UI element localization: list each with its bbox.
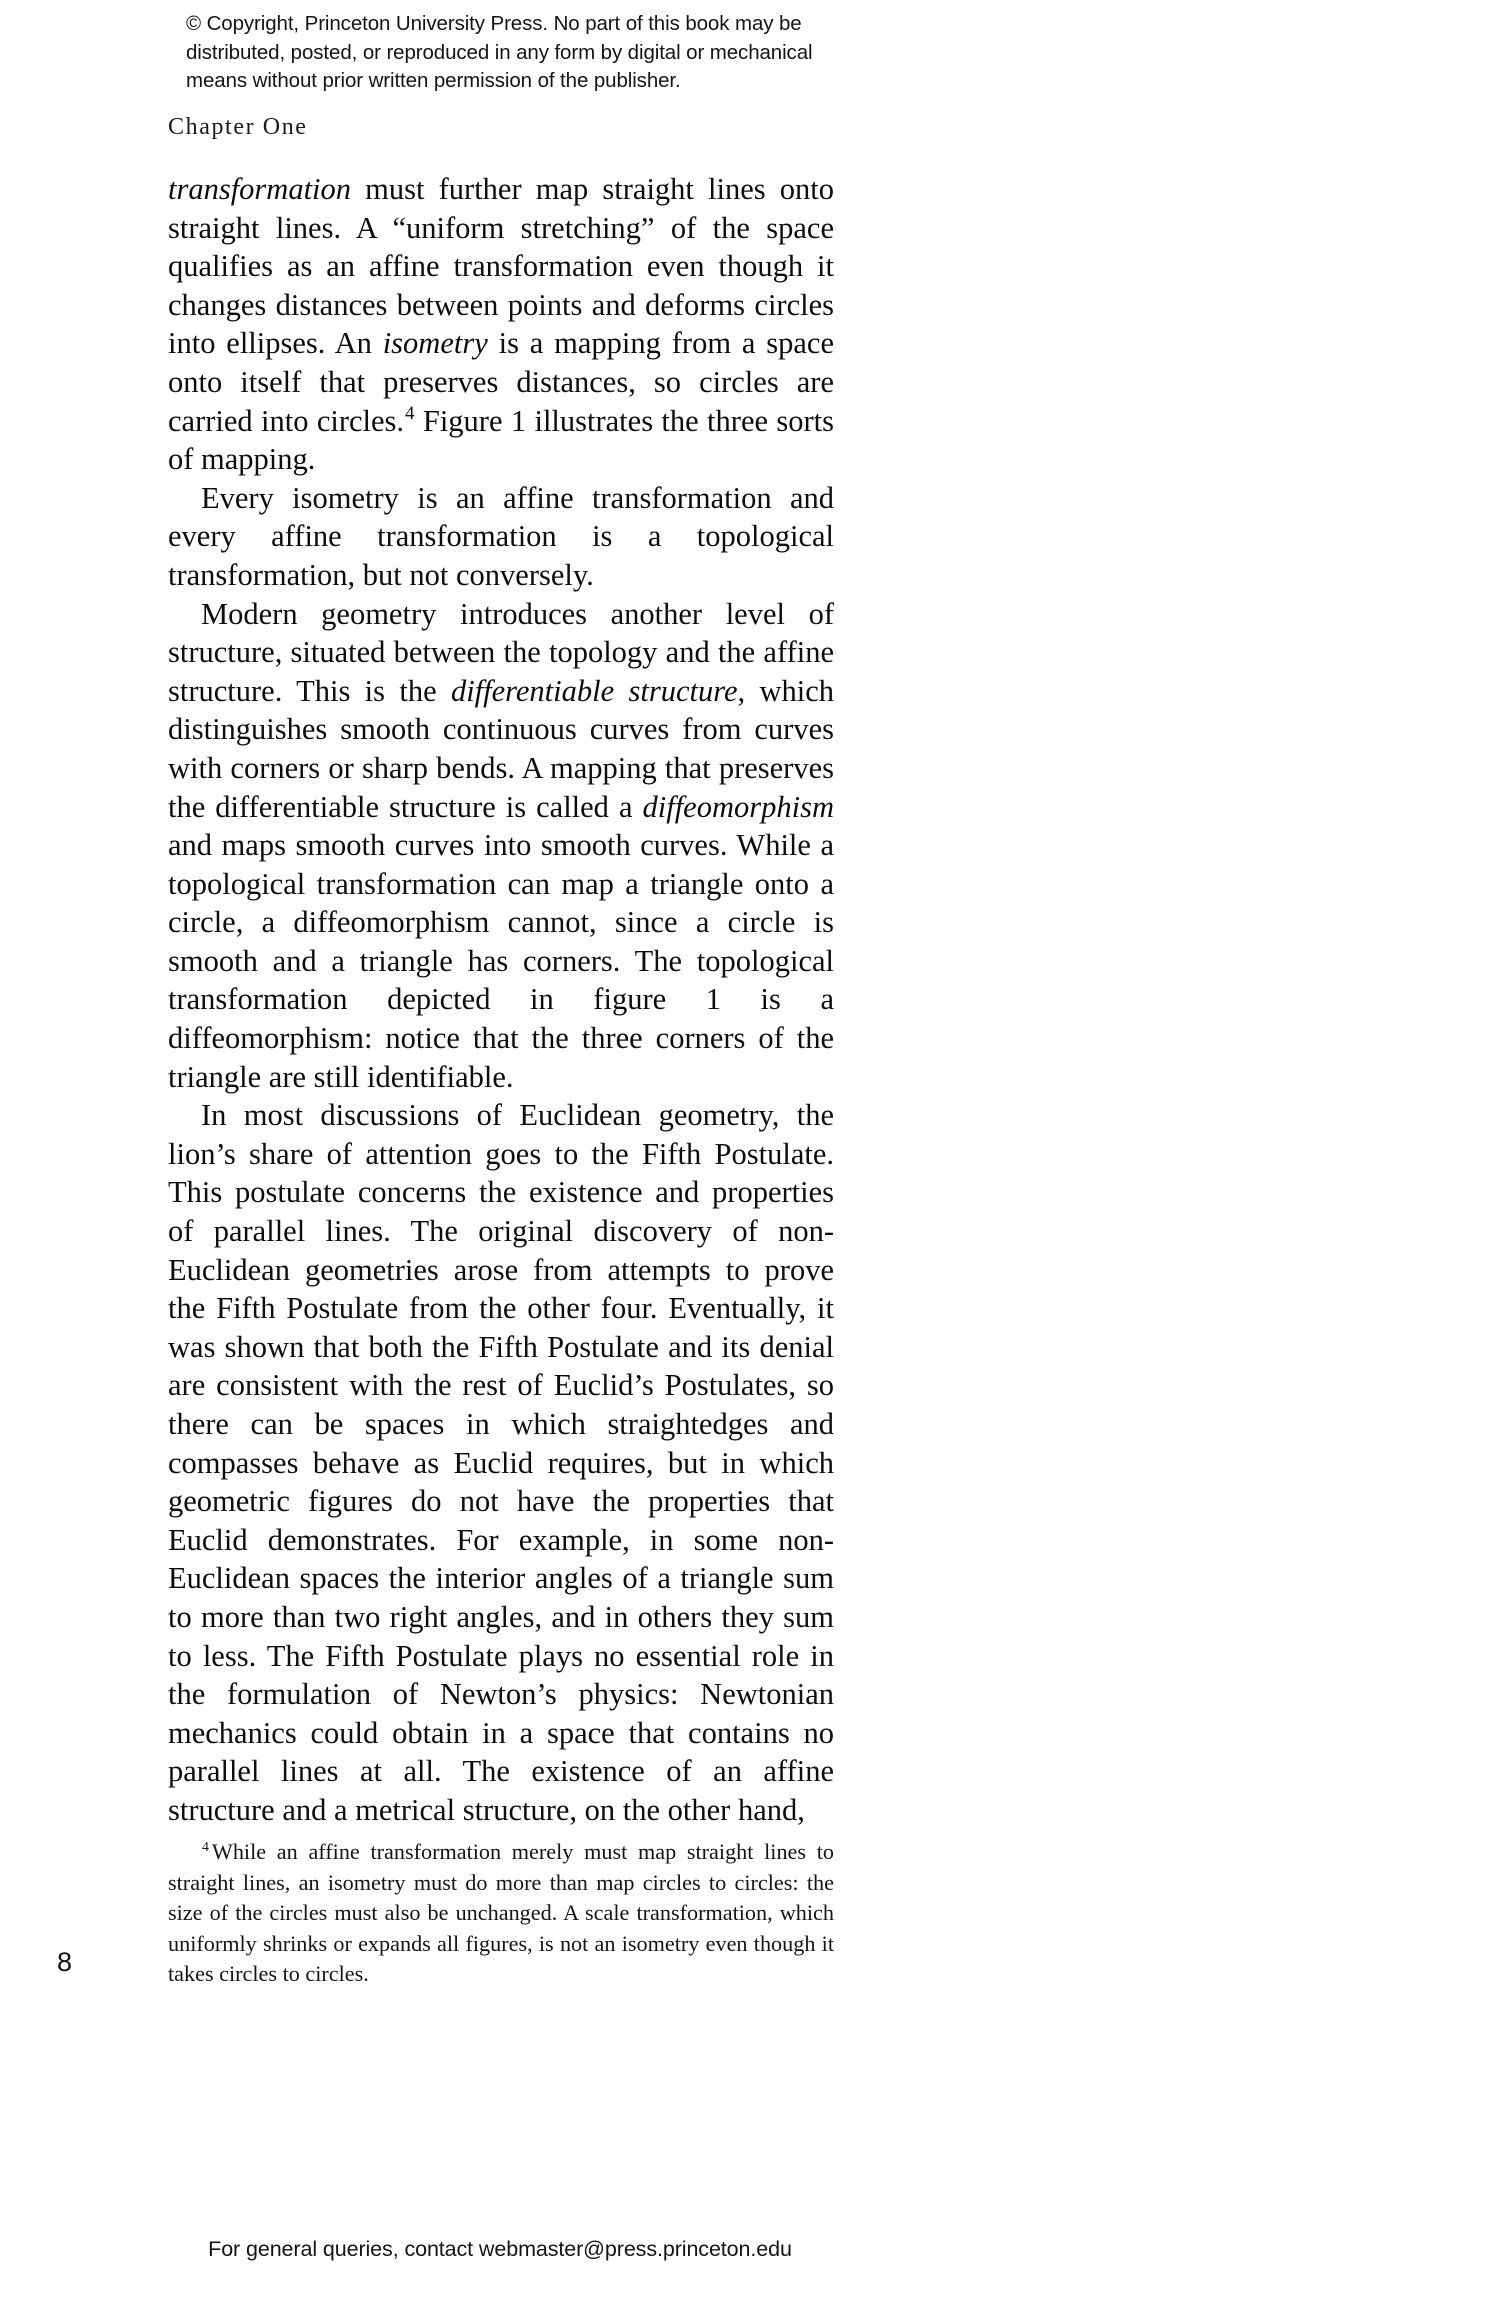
chapter-running-head: Chapter One — [168, 114, 308, 140]
text-run: Every isometry is an affine transformation and every affine transformation is a topological transformation, but not conversely. — [168, 480, 834, 592]
text-run: and maps smooth curves into smooth curves. While a topological transformation can map a triangle onto a circle, a diffeomorphism cannot, since a circle is smooth and a triangle has corners. The topological transformation depicted in figure 1 is a diffeomorphism: notice that the three corners of the triangle are still identifiable. — [168, 828, 834, 1094]
body-text-column — [168, 170, 834, 1830]
paragraph-modern-geometry — [168, 595, 834, 1097]
emphasised-term: transformation — [168, 172, 352, 206]
footnote-4 — [168, 1837, 834, 1990]
queries-footer: For general queries, contact webmaster@press.princeton.edu — [208, 2237, 792, 2261]
footnote-marker: 4 — [202, 1838, 209, 1854]
text-run: is a mapping from a space onto itself that preserves distances, so circles are carried into circles. — [168, 326, 835, 438]
emphasised-term: differentiable structure — [450, 673, 738, 708]
paragraph-euclidean — [168, 1096, 834, 1829]
copyright-notice: © Copyright, Princeton University Press. No part of this book may be distributed, posted, or reproduced in any form by digital or mechanical means without prior written permission of the publisher. — [186, 12, 813, 92]
text-run: Modern geometry introduces another level of structure, situated between the topology and the affine structure. This is the — [168, 596, 834, 708]
footnote-reference: 4 — [405, 403, 415, 425]
paragraph-transformation — [168, 170, 834, 479]
emphasised-term: diffeomorphism — [642, 789, 834, 824]
emphasised-term: isometry — [382, 326, 488, 361]
text-run: must further map straight lines onto straight lines. A “uniform stretching” of the space qualifies as an affine transformation even though it changes distances between points and deforms circles into ellipses. An — [168, 172, 834, 361]
text-run: In most discussions of Euclidean geometry, the lion’s share of attention goes to the Fifth Postulate. This postulate concerns the existence and properties of parallel lines. The original discovery of non-Euclidean geometries arose from attempts to prove the Fifth Postulate from the other four. Eventually, it was shown that both the Fifth Postulate and its denial are consistent with the rest of Euclid’s Postulates, so there can be spaces in which straightedges and compasses behave as Euclid requires, but in which geometric figures do not have the properties that Euclid demonstrates. For example, in some non-Euclidean spaces the interior angles of a triangle sum to more than two right angles, and in others they sum to less. The Fifth Postulate plays no essential role in the formulation of Newton’s physics: Newtonian mechanics could obtain in a space that contains no parallel lines at all. The existence of an affine structure and a metrical structure, on the other hand, — [168, 1098, 834, 1827]
paragraph-every-isometry — [168, 479, 834, 595]
text-run: , which distinguishes smooth continuous curves from curves with corners or sharp bends. A mapping that preserves the differentiable structure is called a — [168, 673, 834, 824]
page-number: 8 — [57, 1947, 73, 1977]
text-run: Figure 1 illustrates the three sorts of mapping. — [168, 403, 834, 477]
footnote-text: While an affine transformation merely must map straight lines to straight lines, an isometry must do more than map circles to circles: the size of the circles must also be unchanged. A scale transformation, which uniformly shrinks or expands all figures, is not an isometry even though it takes circles to circles. — [168, 1839, 834, 1986]
